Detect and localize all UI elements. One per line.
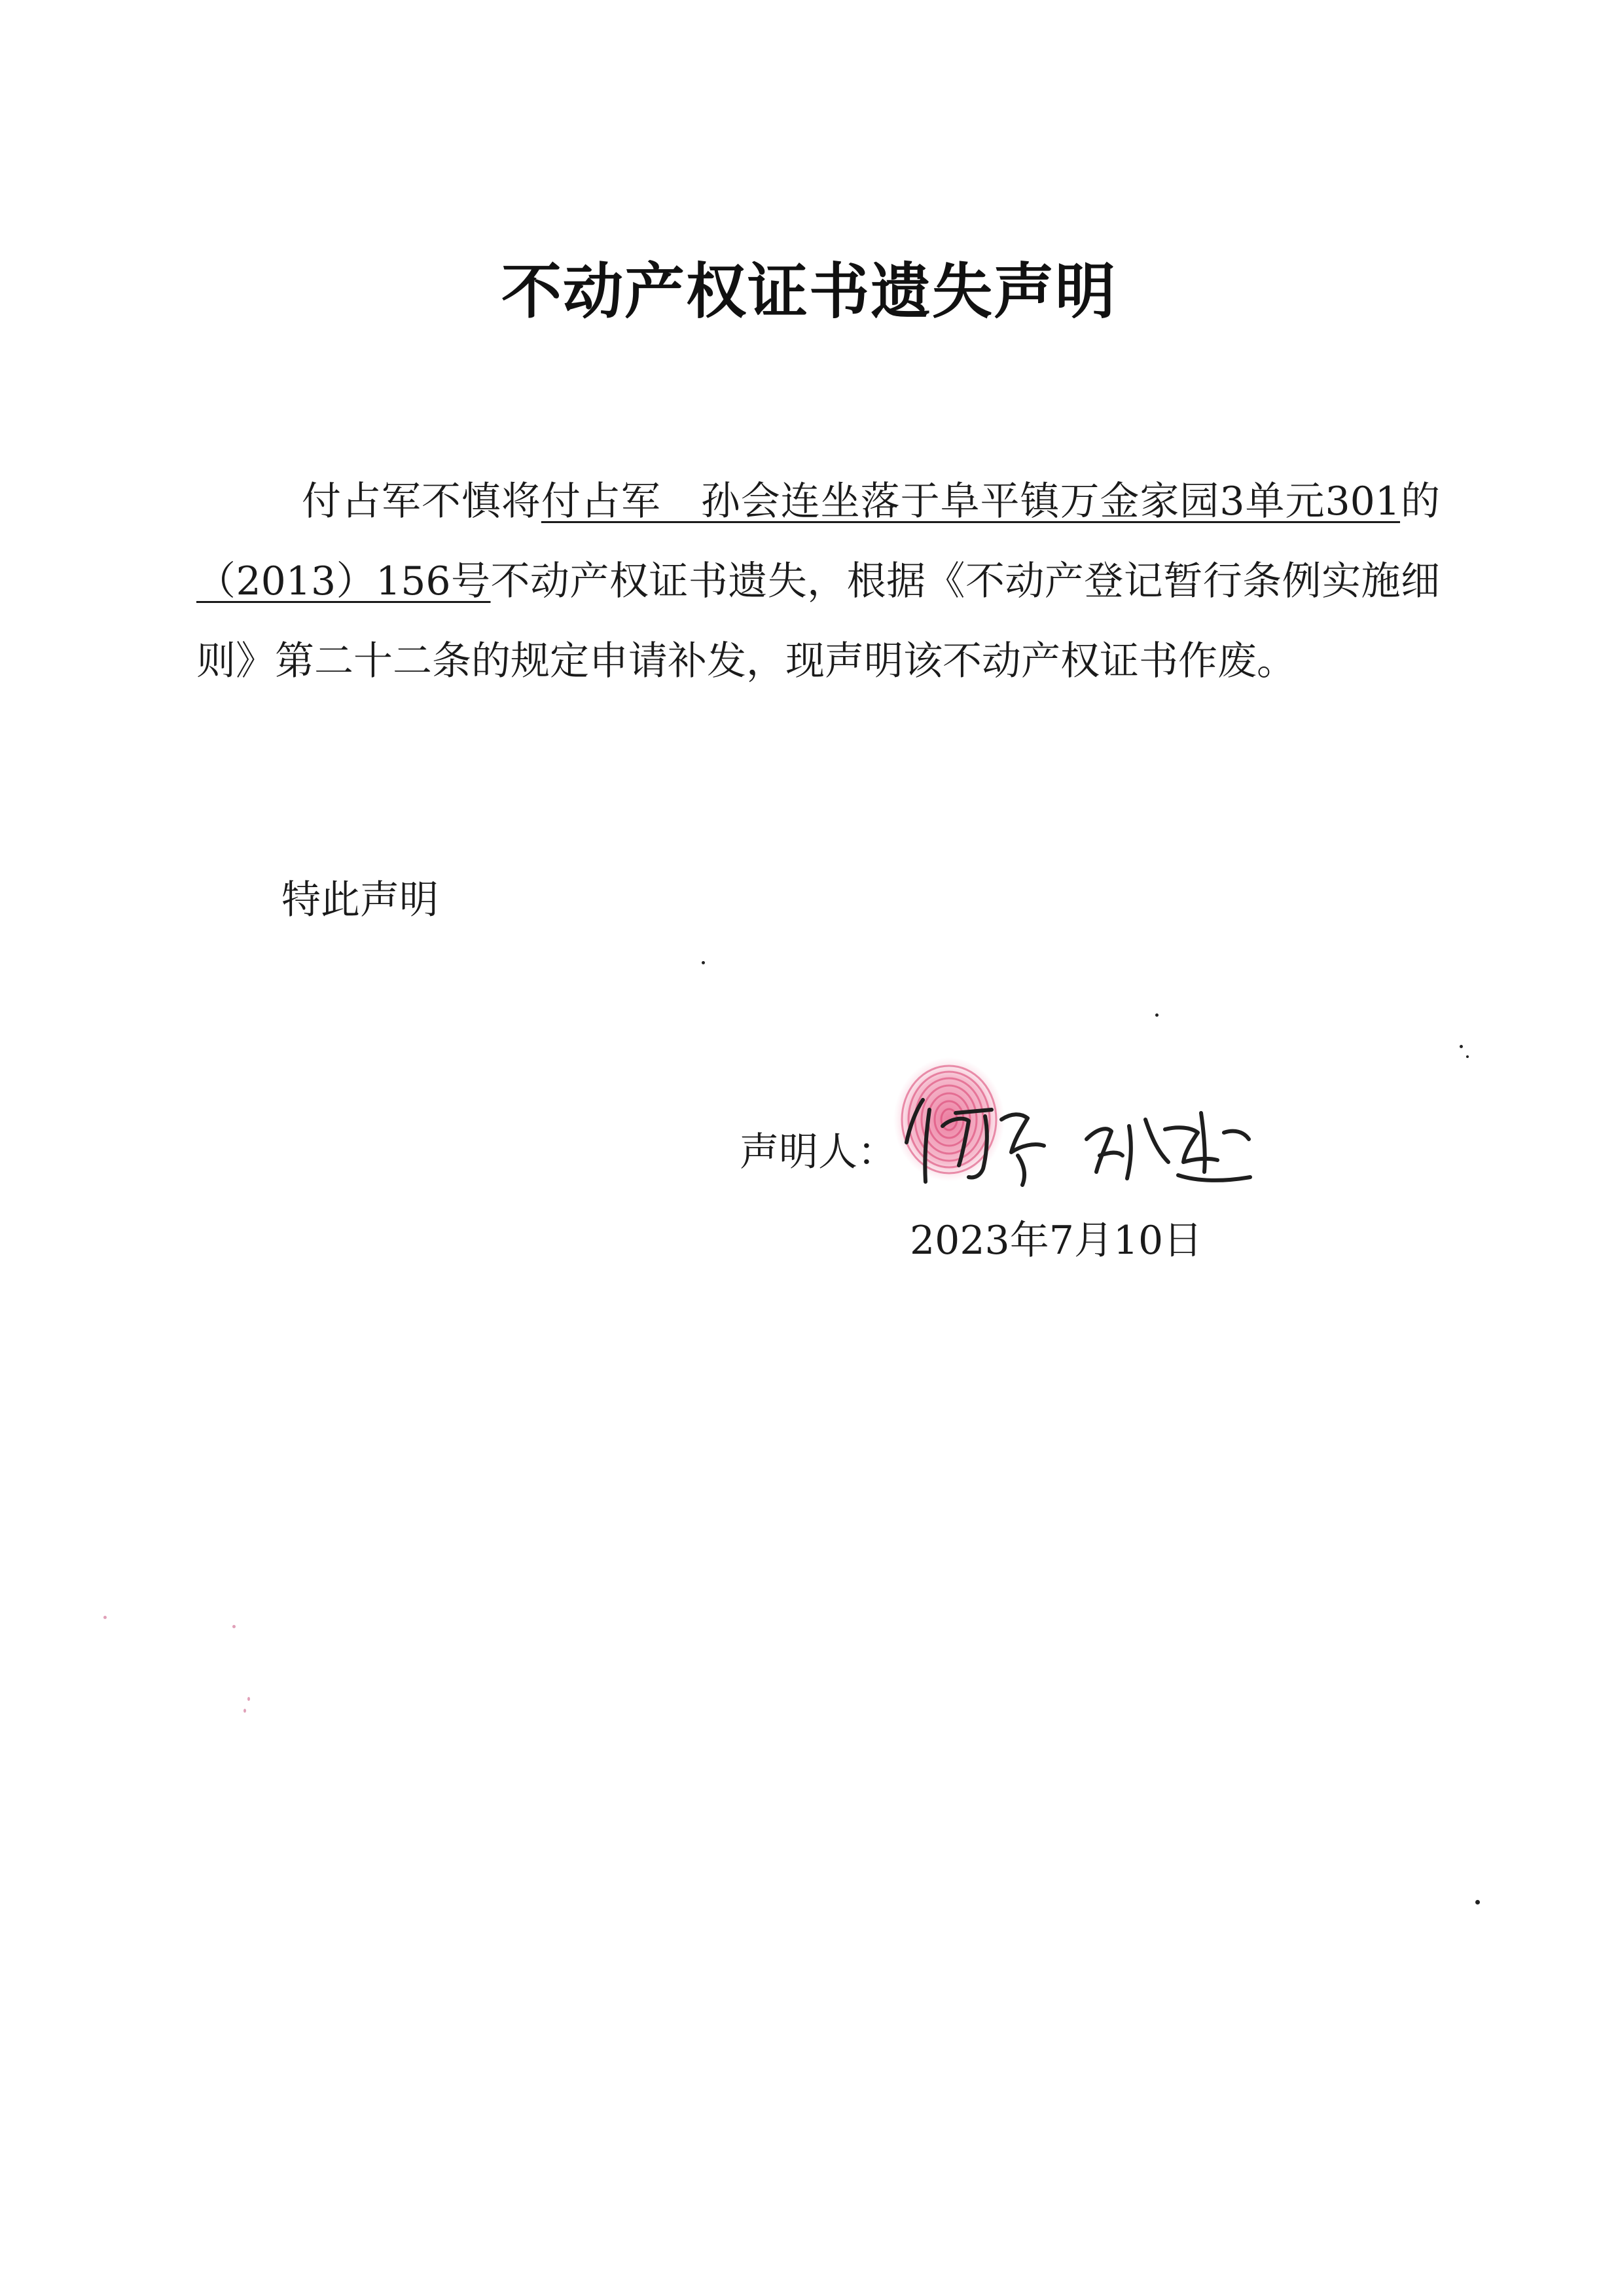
scan-speck — [1466, 1055, 1469, 1058]
scan-speck — [232, 1625, 236, 1628]
declaration-paragraph — [196, 462, 1440, 701]
scan-speck — [1460, 1045, 1463, 1048]
scan-speck — [247, 1697, 250, 1701]
scan-speck — [1475, 1900, 1480, 1904]
scan-speck — [243, 1709, 246, 1713]
paragraph-part-2: 的 — [1400, 479, 1441, 524]
scan-speck — [103, 1616, 107, 1619]
scan-speck — [1155, 1013, 1159, 1017]
scan-speck — [702, 961, 705, 964]
property-owners-location: 付占军 孙会连坐落于阜平镇万金家园3单元301 — [541, 479, 1401, 524]
paragraph-part-3: 不动产权证书遗失，根据《不动产登记暂行条例实施细则》第二十二条的规定申请补发，现声明该不动产权证书作废。 — [196, 558, 1440, 684]
closing-statement: 特此声明 — [281, 877, 439, 923]
declarant-label: 声明人： — [740, 1129, 897, 1175]
certificate-number: （2013）156号 — [196, 558, 491, 604]
document-title: 不动产权证书遗失声明 — [501, 256, 1117, 327]
declaration-date: 2023年7月10日 — [910, 1218, 1203, 1264]
signature-area — [871, 1048, 1276, 1218]
paragraph-part-1: 付占军不慎将 — [301, 479, 541, 524]
